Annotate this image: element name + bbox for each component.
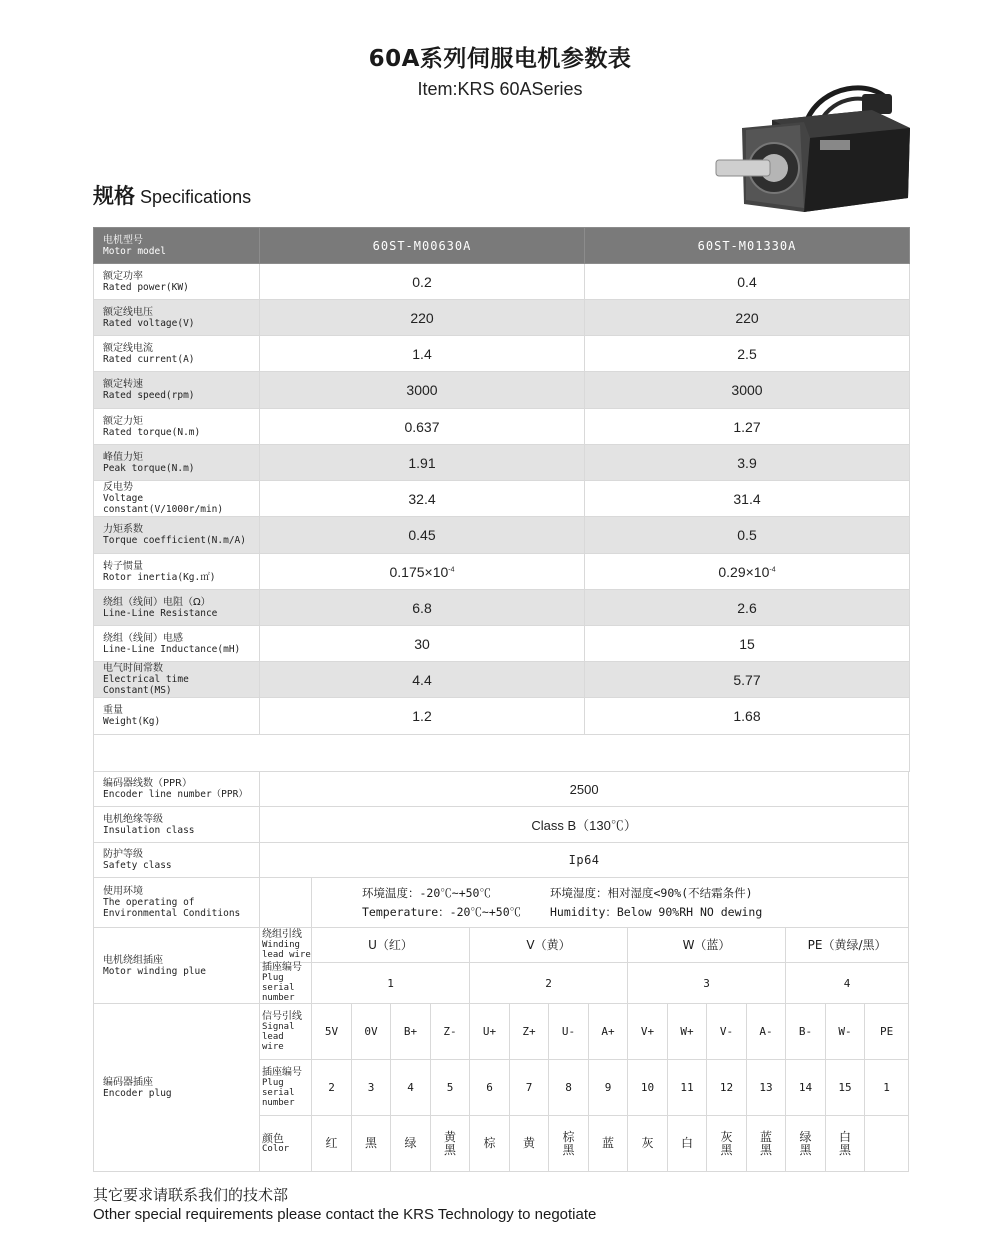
spec-label-zh: 电气时间常数 — [103, 663, 163, 674]
spec-label-zh: 重量 — [103, 705, 123, 716]
common-label-en: Insulation class — [103, 824, 195, 836]
common-label-zh: 电机绝缘等级 — [103, 813, 163, 825]
winding-plug-en2: number — [262, 993, 295, 1003]
common-label — [94, 843, 260, 878]
spec-label-zh: 额定线电流 — [103, 342, 153, 354]
table-row — [94, 264, 910, 300]
encoder-color — [510, 1116, 549, 1172]
table-row — [94, 843, 909, 878]
color-char: 灰 — [720, 1129, 733, 1144]
winding-lead-en1: Winding — [262, 940, 300, 950]
encoder-signal: U+ — [470, 1004, 510, 1060]
environment-label-zh: 使用环境 — [103, 886, 143, 897]
encoder-color — [747, 1116, 786, 1172]
encoder-plug: 2 — [312, 1060, 352, 1116]
encoder-label — [94, 1004, 260, 1172]
encoder-color — [589, 1116, 628, 1172]
spec-value-b: 3000 — [585, 372, 910, 409]
encoder-plug-en2: number — [262, 1097, 295, 1108]
item-subtitle: Item:KRS 60ASeries — [417, 79, 583, 99]
encoder-signal: U- — [549, 1004, 589, 1060]
encoder-color — [628, 1116, 668, 1172]
humidity-zh: 环境湿度：相对湿度<90%(不结霜条件) — [550, 885, 753, 900]
table-row — [94, 372, 910, 409]
spec-label-en: Rotor inertia(Kg.㎡) — [103, 571, 216, 583]
encoder-color — [431, 1116, 470, 1172]
servo-motor-photo — [712, 80, 912, 220]
temp-zh: 环境温度：-20℃~+50℃ — [362, 885, 491, 900]
spec-label-en: Line-Line Resistance — [103, 607, 218, 619]
spacer-cell — [94, 735, 910, 772]
color-char: 黑 — [838, 1142, 851, 1157]
temp-en: Temperature：-20℃~+50℃ — [362, 904, 522, 919]
spec-label-zh: 额定转速 — [103, 379, 143, 390]
winding-plug: 1 — [312, 963, 470, 1004]
spec-label-en: Rated torque(N.m) — [103, 426, 201, 438]
encoder-signal: 5V — [312, 1004, 352, 1060]
environment-values — [312, 878, 909, 928]
signal-lead-zh: 信号引线 — [262, 1010, 302, 1022]
encoder-color — [826, 1116, 865, 1172]
spec-value-a: 30 — [260, 626, 585, 662]
spec-value-b: 1.27 — [585, 409, 910, 445]
spec-label-en: Torque coefficient(N.m/A) — [103, 535, 246, 546]
model-a: 60ST-M00630A — [260, 228, 585, 264]
encoder-plug: 1 — [865, 1060, 909, 1116]
spec-label — [94, 554, 260, 590]
color-char: 蓝 — [601, 1136, 614, 1150]
encoder-signal: PE — [865, 1004, 909, 1060]
encoder-plug: 7 — [510, 1060, 549, 1116]
encoder-plug: 12 — [707, 1060, 747, 1116]
encoder-signal: B+ — [391, 1004, 431, 1060]
spec-value-b: 31.4 — [585, 481, 910, 517]
color-char: 黑 — [720, 1142, 733, 1157]
spec-label — [94, 698, 260, 735]
spec-label — [94, 336, 260, 372]
color-char: 绿 — [404, 1136, 417, 1150]
humidity-en: Humidity：Below 90%RH NO dewing — [550, 904, 763, 919]
color-char: 绿 — [799, 1129, 812, 1144]
encoder-plug-zh: 插座编号 — [262, 1066, 302, 1078]
spec-label-en: Electrical time Constant(MS) — [103, 674, 189, 696]
environment-label-en1: The operating of — [103, 897, 195, 908]
encoder-plug: 10 — [628, 1060, 668, 1116]
winding-plug: 2 — [470, 963, 628, 1004]
encoder-plug: 9 — [589, 1060, 628, 1116]
table-row — [94, 928, 909, 963]
inertia-exp-a: -4 — [448, 565, 455, 573]
spec-label — [94, 264, 260, 300]
encoder-color — [865, 1116, 909, 1172]
table-row — [94, 228, 910, 264]
spec-label-en: Rated voltage(V) — [103, 317, 195, 329]
section-heading — [93, 180, 251, 210]
table-row — [94, 336, 910, 372]
encoder-plug: 5 — [431, 1060, 470, 1116]
spec-label-en: Peak torque(N.m) — [103, 462, 195, 474]
spec-value-b: 220 — [585, 300, 910, 336]
table-row — [94, 445, 910, 481]
spec-label-zh: 绕组（线间）电感 — [103, 632, 183, 644]
spec-value-b: 2.6 — [585, 590, 910, 626]
color-char: 红 — [325, 1136, 338, 1150]
table-row — [94, 481, 910, 517]
encoder-signal: A- — [747, 1004, 786, 1060]
encoder-plug: 3 — [352, 1060, 391, 1116]
table-row — [94, 772, 909, 807]
common-label-zh: 防护等级 — [103, 849, 143, 860]
color-char: 棕 — [562, 1129, 575, 1144]
connection-table — [93, 771, 909, 1172]
spec-value-a: 0.637 — [260, 409, 585, 445]
spec-label-en: Weight(Kg) — [103, 716, 161, 727]
common-value: Ip64 — [260, 843, 909, 878]
table-row — [94, 878, 909, 928]
color-char: 黑 — [799, 1142, 812, 1157]
spec-label-en: Rated current(A) — [103, 353, 195, 365]
environment-gap — [260, 878, 312, 928]
spec-label-en: Line-Line Inductance(mH) — [103, 643, 241, 655]
encoder-signal: V- — [707, 1004, 747, 1060]
color-label-en: Color — [262, 1143, 290, 1154]
table-row — [94, 698, 910, 735]
common-label-zh: 编码器线数（PPR） — [103, 778, 193, 789]
spec-label-en: Rated speed(rpm) — [103, 390, 195, 401]
spec-label-zh: 力矩系数 — [103, 524, 143, 535]
common-label — [94, 772, 260, 807]
encoder-color — [352, 1116, 391, 1172]
color-char: 白 — [838, 1129, 851, 1144]
common-value: 2500 — [260, 772, 909, 807]
spec-value-a: 1.2 — [260, 698, 585, 735]
common-label — [94, 807, 260, 843]
spec-label — [94, 517, 260, 554]
encoder-color — [786, 1116, 826, 1172]
spec-label-zh: 绕组（线间）电阻（Ω） — [103, 596, 211, 608]
model-b: 60ST-M01330A — [585, 228, 910, 264]
encoder-signal: Z- — [431, 1004, 470, 1060]
inertia-base-a: 0.175×10 — [389, 563, 449, 580]
encoder-signal: W- — [826, 1004, 865, 1060]
encoder-signal: Z+ — [510, 1004, 549, 1060]
spec-value-a: 1.91 — [260, 445, 585, 481]
color-char: 黑 — [562, 1142, 575, 1157]
table-row — [94, 409, 910, 445]
table-row — [94, 517, 910, 554]
spec-label-zh: 额定线电压 — [103, 306, 153, 318]
encoder-color — [312, 1116, 352, 1172]
encoder-plug: 15 — [826, 1060, 865, 1116]
winding-wire: PE（黄绿/黑） — [786, 928, 909, 963]
spec-label — [94, 300, 260, 336]
common-label-en: Safety class — [103, 860, 172, 871]
color-char: 黑 — [759, 1142, 772, 1157]
color-label-zh: 颜色 — [262, 1131, 284, 1145]
spec-value-a: 220 — [260, 300, 585, 336]
encoder-color — [668, 1116, 707, 1172]
spec-label — [94, 481, 260, 517]
winding-plug: 3 — [628, 963, 786, 1004]
winding-label — [94, 928, 260, 1004]
spec-value-a: 3000 — [260, 372, 585, 409]
winding-wire: U（红） — [312, 928, 470, 963]
spec-value-a: 6.8 — [260, 590, 585, 626]
spec-table — [93, 227, 910, 772]
spec-value-a: 0.2 — [260, 264, 585, 300]
spec-value-a: 4.4 — [260, 662, 585, 698]
encoder-signal: V+ — [628, 1004, 668, 1060]
spec-label-zh: 反电势 — [103, 482, 133, 493]
winding-plug: 4 — [786, 963, 909, 1004]
encoder-plug-label — [260, 1060, 312, 1116]
spec-label-en: Rated power(KW) — [103, 281, 189, 293]
spec-value-b: 3.9 — [585, 445, 910, 481]
spec-label-en: Voltage constant(V/1000r/min) — [103, 493, 224, 515]
encoder-plug: 8 — [549, 1060, 589, 1116]
encoder-signal: A+ — [589, 1004, 628, 1060]
color-char: 黑 — [364, 1136, 377, 1150]
color-char: 白 — [680, 1136, 693, 1150]
environment-label — [94, 878, 260, 928]
environment-label-en2: Environmental Conditions — [103, 908, 241, 919]
footer-note-en: Other special requirements please contact the KRS Technology to negotiate — [93, 1206, 597, 1223]
table-row — [94, 807, 909, 843]
color-label — [260, 1116, 312, 1172]
table-row — [94, 554, 910, 590]
winding-wire: W（蓝） — [628, 928, 786, 963]
footer-note-zh: 其它要求请联系我们的技术部 — [93, 1186, 289, 1204]
spec-value-b: 5.77 — [585, 662, 910, 698]
encoder-color — [549, 1116, 589, 1172]
spec-value-a: 32.4 — [260, 481, 585, 517]
winding-lead-zh: 绕组引线 — [262, 929, 302, 940]
spec-value-b: 0.4 — [585, 264, 910, 300]
spec-label — [94, 590, 260, 626]
winding-lead-label — [260, 928, 312, 963]
spec-label — [94, 662, 260, 698]
encoder-signal: 0V — [352, 1004, 391, 1060]
section-heading-zh: 规格 — [93, 184, 135, 208]
common-label-en: Encoder line number（PPR） — [103, 789, 248, 800]
color-char: 棕 — [483, 1136, 496, 1150]
encoder-color — [470, 1116, 510, 1172]
inertia-base-b: 0.29×10 — [718, 563, 770, 580]
encoder-signal: B- — [786, 1004, 826, 1060]
encoder-plug: 13 — [747, 1060, 786, 1116]
encoder-plug: 4 — [391, 1060, 431, 1116]
winding-plug-en1: Plug serial — [262, 973, 295, 993]
encoder-plug: 14 — [786, 1060, 826, 1116]
spec-value-b: 15 — [585, 626, 910, 662]
motor-model-label — [94, 228, 260, 264]
encoder-label-en: Encoder plug — [103, 1087, 172, 1099]
spec-label — [94, 409, 260, 445]
color-char: 黄 — [443, 1129, 456, 1144]
spacer-row — [94, 735, 910, 772]
inertia-exp-b: -4 — [769, 565, 776, 573]
spec-label-zh: 转子惯量 — [103, 560, 143, 572]
winding-plug-label — [260, 963, 312, 1004]
spec-value-b — [585, 554, 910, 590]
winding-wire: V（黄） — [470, 928, 628, 963]
label-en: Motor model — [103, 245, 166, 257]
table-row — [94, 590, 910, 626]
winding-plug-zh: 插座编号 — [262, 962, 302, 973]
page-title: 60A系列伺服电机参数表 — [368, 46, 632, 72]
spec-label-zh: 额定力矩 — [103, 415, 143, 427]
spec-value-a: 1.4 — [260, 336, 585, 372]
color-char: 蓝 — [759, 1129, 772, 1144]
signal-lead-label — [260, 1004, 312, 1060]
encoder-plug: 11 — [668, 1060, 707, 1116]
table-row — [94, 1004, 909, 1060]
section-heading-en: Specifications — [140, 187, 252, 207]
spec-value-a — [260, 554, 585, 590]
encoder-color — [707, 1116, 747, 1172]
spec-value-b: 1.68 — [585, 698, 910, 735]
spec-value-b: 2.5 — [585, 336, 910, 372]
color-char: 灰 — [641, 1136, 654, 1150]
signal-lead-en1: Signal lead — [262, 1021, 295, 1042]
winding-lead-en2: lead wire — [262, 950, 311, 960]
winding-label-en: Motor winding plue — [103, 965, 206, 977]
spec-value-a: 0.45 — [260, 517, 585, 554]
spec-value-b: 0.5 — [585, 517, 910, 554]
signal-lead-en2: wire — [262, 1041, 284, 1052]
common-value: Class B（130℃） — [260, 807, 909, 843]
table-row — [94, 300, 910, 336]
encoder-plug: 6 — [470, 1060, 510, 1116]
encoder-label-zh: 编码器插座 — [103, 1076, 153, 1088]
color-char: 黑 — [443, 1142, 456, 1157]
label-zh: 电机型号 — [103, 234, 143, 246]
spec-label-zh: 额定功率 — [103, 270, 143, 282]
encoder-signal: W+ — [668, 1004, 707, 1060]
winding-label-zh: 电机绕组插座 — [103, 954, 163, 966]
color-char: 黄 — [522, 1136, 535, 1150]
spec-label — [94, 372, 260, 409]
spec-label — [94, 445, 260, 481]
spec-label-zh: 峰值力矩 — [103, 451, 143, 463]
table-row — [94, 662, 910, 698]
encoder-color — [391, 1116, 431, 1172]
table-row — [94, 626, 910, 662]
encoder-plug-en1: Plug serial — [262, 1077, 295, 1098]
spec-label — [94, 626, 260, 662]
